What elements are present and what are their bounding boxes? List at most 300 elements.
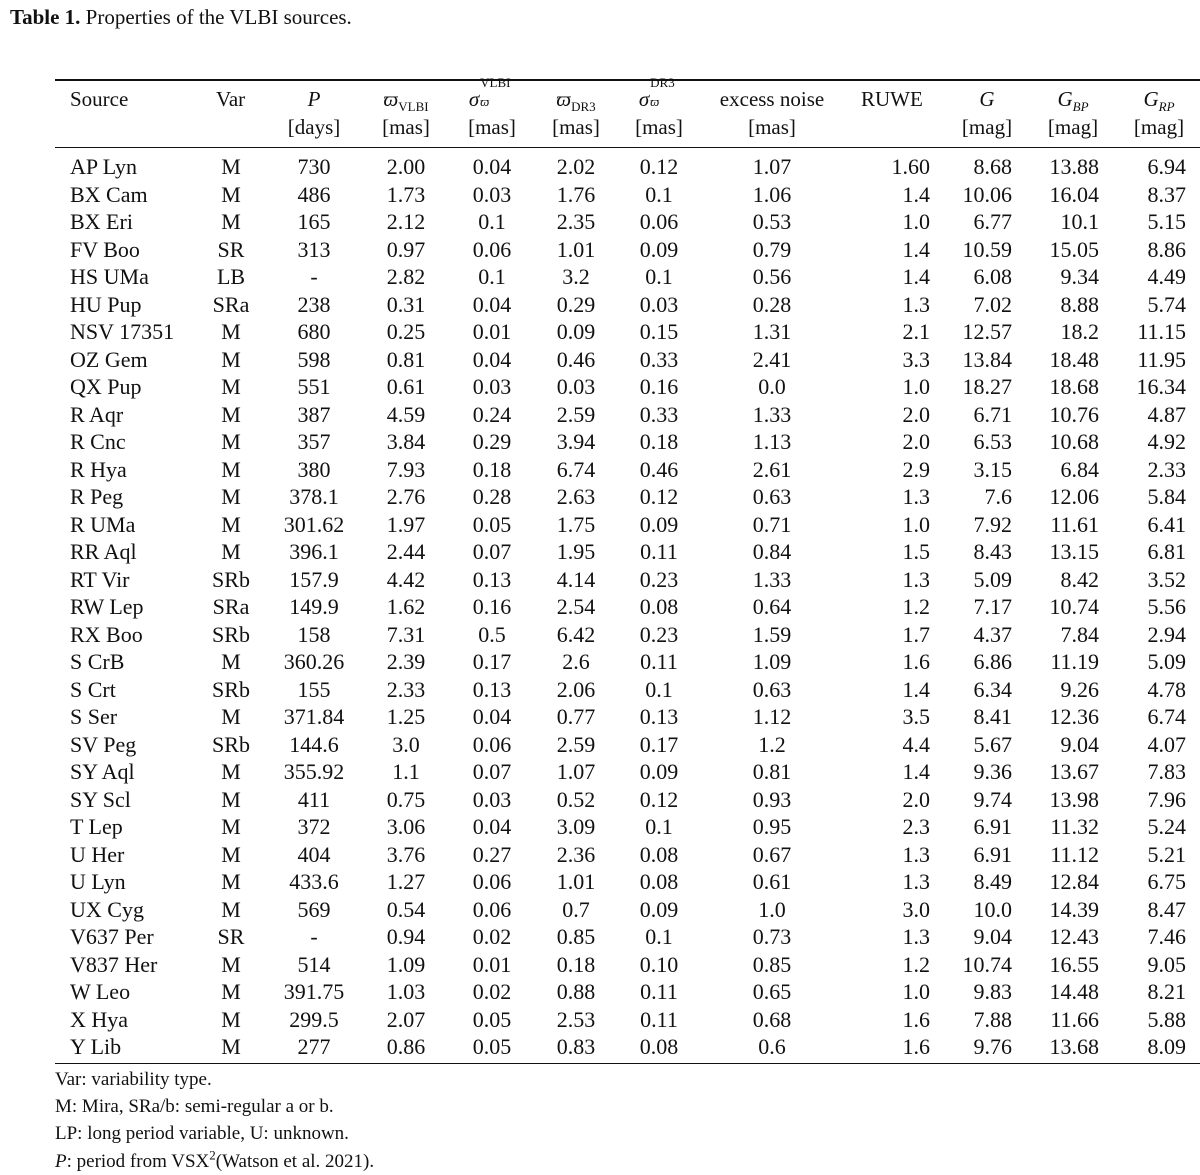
cell-plx-dr3: 1.01 <box>556 869 596 894</box>
cell-period: 238 <box>297 291 331 317</box>
cell-source: BX Cam <box>70 181 148 207</box>
cell-period: 433.6 <box>289 869 339 894</box>
cell-plx-vlbi: 7.31 <box>386 621 426 647</box>
cell-sig-dr3: 0.08 <box>639 594 679 619</box>
cell-excess-noise: 0.0 <box>758 374 786 399</box>
cell-sig-dr3: 0.23 <box>639 566 679 592</box>
cell-plx-dr3: 0.46 <box>556 346 596 372</box>
header-gbp: $G_{BP}$ [mag] <box>1043 86 1103 113</box>
cell-source: U Her <box>70 841 125 867</box>
cell-gbp: 11.19 <box>1050 649 1099 674</box>
cell-plx-dr3: 1.95 <box>556 539 596 564</box>
table-row <box>0 648 1200 676</box>
table-row <box>0 538 1200 566</box>
cell-plx-vlbi: 7.93 <box>386 456 426 482</box>
cell-ruwe: 1.3 <box>902 291 930 317</box>
cell-var: SR <box>217 236 245 262</box>
cell-sig-dr3: 0.10 <box>639 951 679 977</box>
cell-excess-noise: 1.33 <box>752 566 792 592</box>
cell-period: 313 <box>297 236 331 262</box>
cell-var: M <box>221 1006 241 1032</box>
cell-source: V837 Her <box>70 951 158 977</box>
header-grp: $G_{RP}$ [mag] <box>1128 86 1190 113</box>
cell-sig-vlbi: 0.5 <box>478 621 506 647</box>
table-row <box>0 318 1200 346</box>
cell-sig-vlbi: 0.07 <box>472 759 512 784</box>
cell-gbp: 11.32 <box>1050 814 1099 839</box>
table-row <box>0 456 1200 484</box>
cell-var: SRb <box>212 731 250 757</box>
cell-ruwe: 1.4 <box>902 264 930 289</box>
cell-g: 18.27 <box>962 374 1012 399</box>
cell-plx-vlbi: 1.25 <box>386 704 426 729</box>
cell-period: 371.84 <box>283 704 345 729</box>
cell-g: 7.6 <box>984 484 1012 509</box>
cell-period: 391.75 <box>283 979 345 1004</box>
cell-excess-noise: 0.64 <box>752 594 792 619</box>
cell-source: SV Peg <box>70 731 137 757</box>
cell-var: M <box>221 511 241 537</box>
cell-gbp: 18.68 <box>1049 374 1099 399</box>
cell-gbp: 12.36 <box>1049 704 1099 729</box>
cell-sig-dr3: 0.09 <box>639 759 679 784</box>
cell-sig-dr3: 0.08 <box>639 1034 679 1059</box>
cell-var: M <box>221 374 241 399</box>
cell-source: QX Pup <box>70 374 142 399</box>
header-gbp-unit: [mag] <box>1047 115 1099 139</box>
table-row <box>0 373 1200 401</box>
cell-var: M <box>221 209 241 234</box>
cell-ruwe: 2.0 <box>902 429 930 454</box>
cell-ruwe: 1.2 <box>902 594 930 619</box>
cell-var: M <box>221 401 241 427</box>
cell-grp: 8.86 <box>1147 236 1186 262</box>
cell-g: 6.53 <box>973 429 1012 454</box>
cell-g: 9.76 <box>973 1034 1012 1059</box>
table-body <box>0 153 1200 1061</box>
cell-period: 355.92 <box>283 759 345 784</box>
cell-plx-dr3: 0.52 <box>556 786 596 812</box>
cell-gbp: 16.55 <box>1049 951 1099 977</box>
cell-var: M <box>221 786 241 812</box>
cell-sig-vlbi: 0.03 <box>472 181 512 207</box>
cell-sig-dr3: 0.03 <box>639 291 679 317</box>
cell-grp: 5.84 <box>1147 484 1186 509</box>
cell-grp: 16.34 <box>1136 374 1186 399</box>
cell-ruwe: 1.4 <box>902 236 930 262</box>
cell-var: SR <box>217 924 245 949</box>
header-plx-dr3: $ϖ_{DR3}$ [mas] <box>548 86 604 113</box>
cell-plx-dr3: 0.85 <box>556 924 596 949</box>
cell-grp: 4.92 <box>1147 429 1186 454</box>
cell-gbp: 9.04 <box>1060 731 1099 757</box>
cell-grp: 4.07 <box>1147 731 1186 757</box>
table-row <box>0 813 1200 841</box>
cell-plx-dr3: 0.77 <box>556 704 596 729</box>
cell-sig-vlbi: 0.16 <box>472 594 512 619</box>
cell-period: 730 <box>297 154 331 179</box>
cell-plx-vlbi: 0.81 <box>386 346 426 372</box>
cell-sig-vlbi: 0.13 <box>472 566 512 592</box>
cell-excess-noise: 1.09 <box>752 649 792 674</box>
cell-sig-vlbi: 0.02 <box>472 924 512 949</box>
cell-source: RW Lep <box>70 594 144 619</box>
header-rule <box>55 147 1200 148</box>
table-row <box>0 896 1200 924</box>
cell-excess-noise: 0.79 <box>752 236 792 262</box>
cell-ruwe: 1.0 <box>902 209 930 234</box>
cell-plx-vlbi: 4.42 <box>386 566 426 592</box>
cell-source: S CrB <box>70 649 125 674</box>
header-sig-vlbi: σ VLBI ϖ [mas] <box>462 86 522 113</box>
cell-excess-noise: 0.85 <box>752 951 792 977</box>
cell-period: 157.9 <box>289 566 339 592</box>
cell-var: M <box>221 154 241 179</box>
table-row <box>0 731 1200 759</box>
cell-excess-noise: 0.84 <box>752 539 792 564</box>
cell-period: 357 <box>297 429 331 454</box>
cell-grp: 7.83 <box>1147 759 1186 784</box>
table-row <box>0 676 1200 704</box>
cell-gbp: 11.66 <box>1050 1006 1099 1032</box>
cell-excess-noise: 0.81 <box>752 759 792 784</box>
cell-sig-dr3: 0.13 <box>639 704 679 729</box>
cell-sig-vlbi: 0.03 <box>472 374 512 399</box>
cell-sig-vlbi: 0.03 <box>472 786 512 812</box>
cell-sig-vlbi: 0.04 <box>472 704 512 729</box>
cell-source: HU Pup <box>70 291 142 317</box>
cell-g: 8.68 <box>973 154 1012 179</box>
cell-period: 149.9 <box>289 594 339 619</box>
cell-period: 165 <box>297 209 331 234</box>
cell-plx-vlbi: 2.00 <box>386 154 426 179</box>
cell-var: M <box>221 704 241 729</box>
cell-excess-noise: 0.61 <box>752 869 792 894</box>
cell-period: 158 <box>297 621 331 647</box>
cell-grp: 5.15 <box>1147 209 1186 234</box>
cell-gbp: 10.68 <box>1049 429 1099 454</box>
cell-sig-vlbi: 0.18 <box>472 456 512 482</box>
cell-plx-dr3: 2.36 <box>556 841 596 867</box>
cell-var: M <box>221 346 241 372</box>
cell-sig-vlbi: 0.05 <box>472 511 512 537</box>
cell-grp: 4.87 <box>1147 401 1186 427</box>
cell-sig-dr3: 0.09 <box>639 236 679 262</box>
cell-period: 486 <box>297 181 331 207</box>
cell-excess-noise: 0.65 <box>752 979 792 1004</box>
cell-ruwe: 1.4 <box>902 181 930 207</box>
cell-var: M <box>221 979 241 1004</box>
table-row <box>0 868 1200 896</box>
cell-source: RR Aql <box>70 539 137 564</box>
cell-excess-noise: 0.73 <box>752 924 792 949</box>
cell-gbp: 10.1 <box>1060 209 1099 234</box>
cell-var: M <box>221 1034 241 1059</box>
cell-g: 7.17 <box>973 594 1012 619</box>
cell-source: OZ Gem <box>70 346 148 372</box>
cell-gbp: 13.67 <box>1049 759 1099 784</box>
header-sig-dr3-unit: [mas] <box>635 115 683 139</box>
table-row <box>0 346 1200 374</box>
cell-ruwe: 1.6 <box>902 649 930 674</box>
cell-grp: 9.05 <box>1147 951 1186 977</box>
cell-ruwe: 3.0 <box>902 896 930 922</box>
cell-grp: 8.21 <box>1147 979 1186 1004</box>
cell-source: X Hya <box>70 1006 129 1032</box>
cell-sig-vlbi: 0.1 <box>478 264 506 289</box>
cell-g: 6.91 <box>973 841 1012 867</box>
cell-excess-noise: 0.95 <box>752 814 792 839</box>
cell-sig-vlbi: 0.07 <box>472 539 512 564</box>
table-row <box>0 593 1200 621</box>
cell-gbp: 10.76 <box>1049 401 1099 427</box>
cell-gbp: 8.42 <box>1060 566 1099 592</box>
cell-excess-noise: 0.67 <box>752 841 792 867</box>
cell-excess-noise: 0.6 <box>758 1034 786 1059</box>
cell-sig-vlbi: 0.27 <box>472 841 512 867</box>
cell-period: 569 <box>297 896 331 922</box>
table-row <box>0 566 1200 594</box>
cell-ruwe: 1.3 <box>902 566 930 592</box>
cell-plx-dr3: 1.07 <box>556 759 596 784</box>
cell-g: 12.57 <box>962 319 1012 344</box>
cell-period: 387 <box>297 401 331 427</box>
cell-var: M <box>221 951 241 977</box>
cell-plx-dr3: 0.09 <box>556 319 596 344</box>
cell-g: 4.37 <box>973 621 1012 647</box>
cell-ruwe: 2.3 <box>902 814 930 839</box>
cell-ruwe: 3.3 <box>902 346 930 372</box>
cell-var: SRb <box>212 566 250 592</box>
cell-plx-vlbi: 2.33 <box>386 676 426 702</box>
cell-plx-dr3: 0.83 <box>556 1034 596 1059</box>
cell-g: 8.49 <box>973 869 1012 894</box>
cell-ruwe: 1.3 <box>902 841 930 867</box>
cell-grp: 8.09 <box>1147 1034 1186 1059</box>
table-row <box>0 951 1200 979</box>
cell-plx-vlbi: 3.06 <box>386 814 426 839</box>
cell-plx-vlbi: 2.82 <box>386 264 426 289</box>
cell-gbp: 9.26 <box>1060 676 1099 702</box>
cell-sig-dr3: 0.33 <box>639 401 679 427</box>
cell-plx-dr3: 2.06 <box>556 676 596 702</box>
cell-ruwe: 1.0 <box>902 374 930 399</box>
cell-excess-noise: 0.63 <box>752 676 792 702</box>
table-row <box>0 483 1200 511</box>
cell-plx-vlbi: 0.31 <box>386 291 426 317</box>
cell-g: 9.36 <box>973 759 1012 784</box>
note-period: P: period from VSX$^2$(Watson et al. 2021). <box>55 1147 375 1172</box>
cell-grp: 2.33 <box>1147 456 1186 482</box>
cell-plx-vlbi: 2.12 <box>386 209 426 234</box>
cell-g: 3.15 <box>973 456 1012 482</box>
cell-plx-dr3: 0.29 <box>556 291 596 317</box>
table-row <box>0 703 1200 731</box>
cell-plx-dr3: 2.6 <box>562 649 590 674</box>
cell-var: SRa <box>212 594 250 619</box>
cell-source: V637 Per <box>70 924 154 949</box>
cell-g: 7.92 <box>973 511 1012 537</box>
cell-plx-vlbi: 1.03 <box>386 979 426 1004</box>
cell-source: NSV 17351 <box>70 319 175 344</box>
cell-source: UX Cyg <box>70 896 144 922</box>
cell-source: R Cnc <box>70 429 126 454</box>
cell-var: SRb <box>212 676 250 702</box>
cell-ruwe: 1.5 <box>902 539 930 564</box>
table-row <box>0 841 1200 869</box>
cell-gbp: 7.84 <box>1060 621 1099 647</box>
cell-sig-vlbi: 0.13 <box>472 676 512 702</box>
cell-gbp: 8.88 <box>1060 291 1099 317</box>
cell-plx-dr3: 2.63 <box>556 484 596 509</box>
cell-sig-dr3: 0.17 <box>639 731 679 757</box>
cell-plx-dr3: 2.35 <box>556 209 596 234</box>
cell-var: M <box>221 759 241 784</box>
cell-grp: 2.94 <box>1147 621 1186 647</box>
cell-ruwe: 1.60 <box>891 154 930 179</box>
cell-ruwe: 2.0 <box>902 401 930 427</box>
cell-excess-noise: 1.59 <box>752 621 792 647</box>
table-row <box>0 401 1200 429</box>
cell-plx-vlbi: 2.76 <box>386 484 426 509</box>
cell-g: 8.43 <box>973 539 1012 564</box>
cell-ruwe: 1.7 <box>902 621 930 647</box>
cell-gbp: 14.48 <box>1049 979 1099 1004</box>
cell-grp: 7.46 <box>1147 924 1186 949</box>
cell-var: M <box>221 181 241 207</box>
cell-source: RT Vir <box>70 566 130 592</box>
header-plx-vlbi: $ϖ_{VLBI}$ [mas] <box>378 86 434 113</box>
cell-plx-dr3: 3.2 <box>562 264 590 289</box>
note-mira: M: Mira, SRa/b: semi-regular a or b. <box>55 1096 334 1118</box>
cell-sig-vlbi: 0.06 <box>472 236 512 262</box>
cell-excess-noise: 0.28 <box>752 291 792 317</box>
cell-period: 380 <box>297 456 331 482</box>
cell-g: 13.84 <box>962 346 1012 372</box>
cell-plx-dr3: 6.42 <box>556 621 596 647</box>
cell-ruwe: 2.9 <box>902 456 930 482</box>
cell-period: 551 <box>297 374 331 399</box>
header-sig-vlbi-unit: [mas] <box>468 115 516 139</box>
cell-source: R UMa <box>70 511 136 537</box>
cell-sig-vlbi: 0.24 <box>472 401 512 427</box>
cell-sig-dr3: 0.08 <box>639 869 679 894</box>
header-sig-dr3: σ DR3 ϖ [mas] <box>630 86 688 113</box>
cell-plx-dr3: 0.88 <box>556 979 596 1004</box>
cell-plx-dr3: 1.01 <box>556 236 596 262</box>
cell-ruwe: 3.5 <box>902 704 930 729</box>
cell-source: R Aqr <box>70 401 124 427</box>
cell-sig-dr3: 0.1 <box>645 676 673 702</box>
cell-g: 5.09 <box>973 566 1012 592</box>
table-row <box>0 208 1200 236</box>
cell-sig-dr3: 0.33 <box>639 346 679 372</box>
cell-grp: 6.81 <box>1147 539 1186 564</box>
cell-sig-dr3: 0.23 <box>639 621 679 647</box>
cell-var: M <box>221 484 241 509</box>
cell-sig-vlbi: 0.17 <box>472 649 512 674</box>
cell-sig-dr3: 0.18 <box>639 429 679 454</box>
cell-grp: 11.95 <box>1137 346 1186 372</box>
cell-plx-dr3: 2.54 <box>556 594 596 619</box>
top-rule <box>55 79 1200 81</box>
cell-g: 9.74 <box>973 786 1012 812</box>
cell-var: LB <box>216 264 246 289</box>
cell-ruwe: 1.3 <box>902 869 930 894</box>
cell-source: S Crt <box>70 676 116 702</box>
cell-excess-noise: 0.63 <box>752 484 792 509</box>
table-title: Properties of the VLBI sources. <box>80 5 352 29</box>
cell-grp: 5.09 <box>1147 649 1186 674</box>
cell-var: M <box>221 456 241 482</box>
cell-period: 372 <box>297 814 331 839</box>
cell-plx-dr3: 4.14 <box>556 566 596 592</box>
cell-gbp: 10.74 <box>1049 594 1099 619</box>
cell-excess-noise: 2.41 <box>752 346 792 372</box>
header-grp-unit: [mag] <box>1133 115 1185 139</box>
cell-plx-vlbi: 0.75 <box>386 786 426 812</box>
cell-g: 10.59 <box>962 236 1012 262</box>
cell-sig-dr3: 0.11 <box>640 979 678 1004</box>
cell-grp: 11.15 <box>1137 319 1186 344</box>
table-row <box>0 511 1200 539</box>
cell-g: 5.67 <box>973 731 1012 757</box>
cell-plx-vlbi: 0.54 <box>386 896 426 922</box>
cell-gbp: 11.12 <box>1050 841 1099 867</box>
table-label: Table 1. <box>10 5 81 29</box>
cell-grp: 4.78 <box>1147 676 1186 702</box>
cell-excess-noise: 0.53 <box>752 209 792 234</box>
table-caption <box>10 2 352 32</box>
cell-excess-noise: 1.0 <box>758 896 786 922</box>
cell-sig-dr3: 0.09 <box>639 896 679 922</box>
cell-gbp: 12.43 <box>1049 924 1099 949</box>
cell-plx-dr3: 0.03 <box>556 374 596 399</box>
cell-source: SY Scl <box>70 786 131 812</box>
cell-sig-dr3: 0.15 <box>639 319 679 344</box>
cell-plx-vlbi: 1.1 <box>392 759 420 784</box>
cell-source: W Leo <box>70 979 131 1004</box>
cell-source: T Lep <box>70 814 123 839</box>
cell-g: 7.88 <box>973 1006 1012 1032</box>
cell-source: SY Aql <box>70 759 135 784</box>
cell-sig-vlbi: 0.04 <box>472 291 512 317</box>
cell-period: 404 <box>297 841 331 867</box>
table-row <box>0 978 1200 1006</box>
cell-gbp: 13.88 <box>1049 154 1099 179</box>
cell-source: Y Lib <box>70 1034 122 1059</box>
table-row <box>0 263 1200 291</box>
cell-sig-dr3: 0.08 <box>639 841 679 867</box>
cell-gbp: 14.39 <box>1049 896 1099 922</box>
cell-sig-vlbi: 0.01 <box>472 319 512 344</box>
cell-plx-dr3: 6.74 <box>556 456 596 482</box>
cell-grp: 5.24 <box>1147 814 1186 839</box>
cell-sig-dr3: 0.12 <box>639 154 679 179</box>
cell-period: 680 <box>297 319 331 344</box>
cell-ruwe: 4.4 <box>902 731 930 757</box>
cell-gbp: 12.06 <box>1049 484 1099 509</box>
header-plx-dr3-unit: [mas] <box>552 115 600 139</box>
table-row <box>0 236 1200 264</box>
cell-excess-noise: 1.33 <box>752 401 792 427</box>
note-var: Var: variability type. <box>55 1069 212 1090</box>
cell-period: 144.6 <box>289 731 339 757</box>
cell-g: 10.0 <box>973 896 1012 922</box>
bottom-rule <box>55 1063 1200 1064</box>
table-row <box>0 1033 1200 1061</box>
cell-var: M <box>221 896 241 922</box>
